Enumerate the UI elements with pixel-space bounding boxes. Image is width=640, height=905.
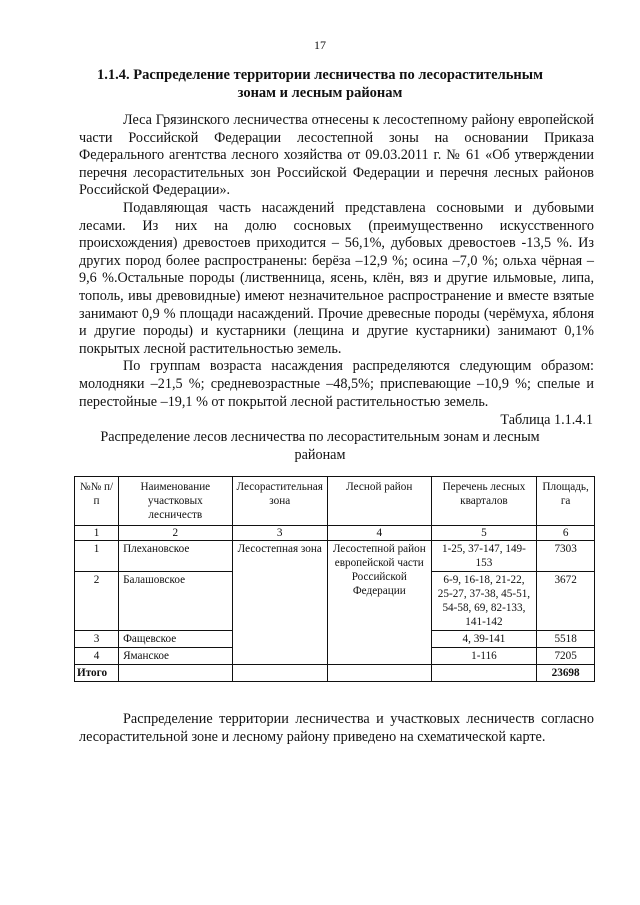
index-cell: 3 xyxy=(232,526,327,541)
header-area: Площадь, га xyxy=(537,477,595,526)
index-cell: 4 xyxy=(327,526,431,541)
area-cell: 3672 xyxy=(537,572,595,631)
quarters-cell: 1-116 xyxy=(431,648,537,665)
paragraph-age-groups: По группам возраста насаждения распределяются следующим образом: молодняки –21,5 %; средневозрастные –48,5%; приспевающие –10,9 %; спелые и перестойные –19,1 % от покрытой лесной растительностью земель. xyxy=(79,358,594,410)
header-region: Лесной район xyxy=(327,477,431,526)
forest-distribution-table xyxy=(74,476,595,682)
forestry-name: Фащевское xyxy=(119,631,232,648)
paragraph-species-composition: Подавляющая часть насаждений представлена сосновыми и дубовыми лесами. Из них на долю сосновых (преимущественно искусственного происхождения) древостоев приходится – 56,1%, дубовых древостоев -13,5 %. Из других пород более распространены: берёза –12,9 %; осина –7,0 %; ольха чёрная – 9,6 %.Остальные породы (лиственница, ясень, клён, вяз и другие ильмовые, липа, тополь, ивы древовидные) имеют незначительное распространение и вместе взятые занимают 0,9 % площади насаждений. Прочие древесные породы (черёмуха, яблоня и другие породы) и кустарники (лещина и другие кустарники) занимают 0,1% покрытых лесной растительностью земель. xyxy=(79,199,594,357)
forestry-name: Яманское xyxy=(119,648,232,665)
empty-cell xyxy=(232,665,327,682)
table-number: Таблица 1.1.4.1 xyxy=(500,412,593,428)
page-number: 17 xyxy=(314,38,326,52)
empty-cell xyxy=(327,665,431,682)
row-number: 4 xyxy=(75,648,119,665)
header-zone: Лесорастительная зона xyxy=(232,477,327,526)
area-cell: 7303 xyxy=(537,541,595,572)
area-cell: 5518 xyxy=(537,631,595,648)
index-cell: 6 xyxy=(537,526,595,541)
quarters-cell: 4, 39-141 xyxy=(431,631,537,648)
paragraph-forest-classification: Леса Грязинского лесничества отнесены к лесостепному району европейской части Российской Федерации лесостепной зоны на основании Приказа Федерального агентства лесного хозяйства от 09.03.2011 г. № 61 «Об утверждении перечня лесорастительных зон Российской Федерации и перечня лесных районов Российской Федерации». xyxy=(79,112,594,199)
forestry-name: Балашовское xyxy=(119,572,232,631)
row-number: 2 xyxy=(75,572,119,631)
forestry-name: Плехановское xyxy=(119,541,232,572)
empty-cell xyxy=(119,665,232,682)
table-index-row xyxy=(75,526,595,541)
index-cell: 2 xyxy=(119,526,232,541)
quarters-cell: 6-9, 16-18, 21-22, 25-27, 37-38, 45-51, 54-58, 69, 82-133, 141-142 xyxy=(431,572,537,631)
row-number: 1 xyxy=(75,541,119,572)
index-cell: 1 xyxy=(75,526,119,541)
area-cell: 7205 xyxy=(537,648,595,665)
region-cell: Лесостепной район европейской части Российской Федерации xyxy=(327,541,431,665)
total-area: 23698 xyxy=(537,665,595,682)
header-forestry-name: Наименование участковых лесничеств xyxy=(119,477,232,526)
zone-cell: Лесостепная зона xyxy=(232,541,327,665)
empty-cell xyxy=(431,665,537,682)
index-cell: 5 xyxy=(431,526,537,541)
table-title: Распределение лесов лесничества по лесорастительным зонам и лесным районам xyxy=(100,429,540,463)
closing-text xyxy=(79,711,594,746)
section-heading: 1.1.4. Распределение территории лесничества по лесорастительным зонам и лесным районам xyxy=(97,67,543,101)
table-row xyxy=(75,541,595,572)
table-header-row xyxy=(75,477,595,526)
body-text xyxy=(79,112,594,411)
total-label: Итого xyxy=(75,665,119,682)
header-number: №№ п/п xyxy=(75,477,119,526)
row-number: 3 xyxy=(75,631,119,648)
paragraph-closing: Распределение территории лесничества и участковых лесничеств согласно лесорастительной зоне и лесному району приведено на схематической карте. xyxy=(79,711,594,745)
table-total-row xyxy=(75,665,595,682)
header-quarters: Перечень лесных кварталов xyxy=(431,477,537,526)
quarters-cell: 1-25, 37-147, 149-153 xyxy=(431,541,537,572)
